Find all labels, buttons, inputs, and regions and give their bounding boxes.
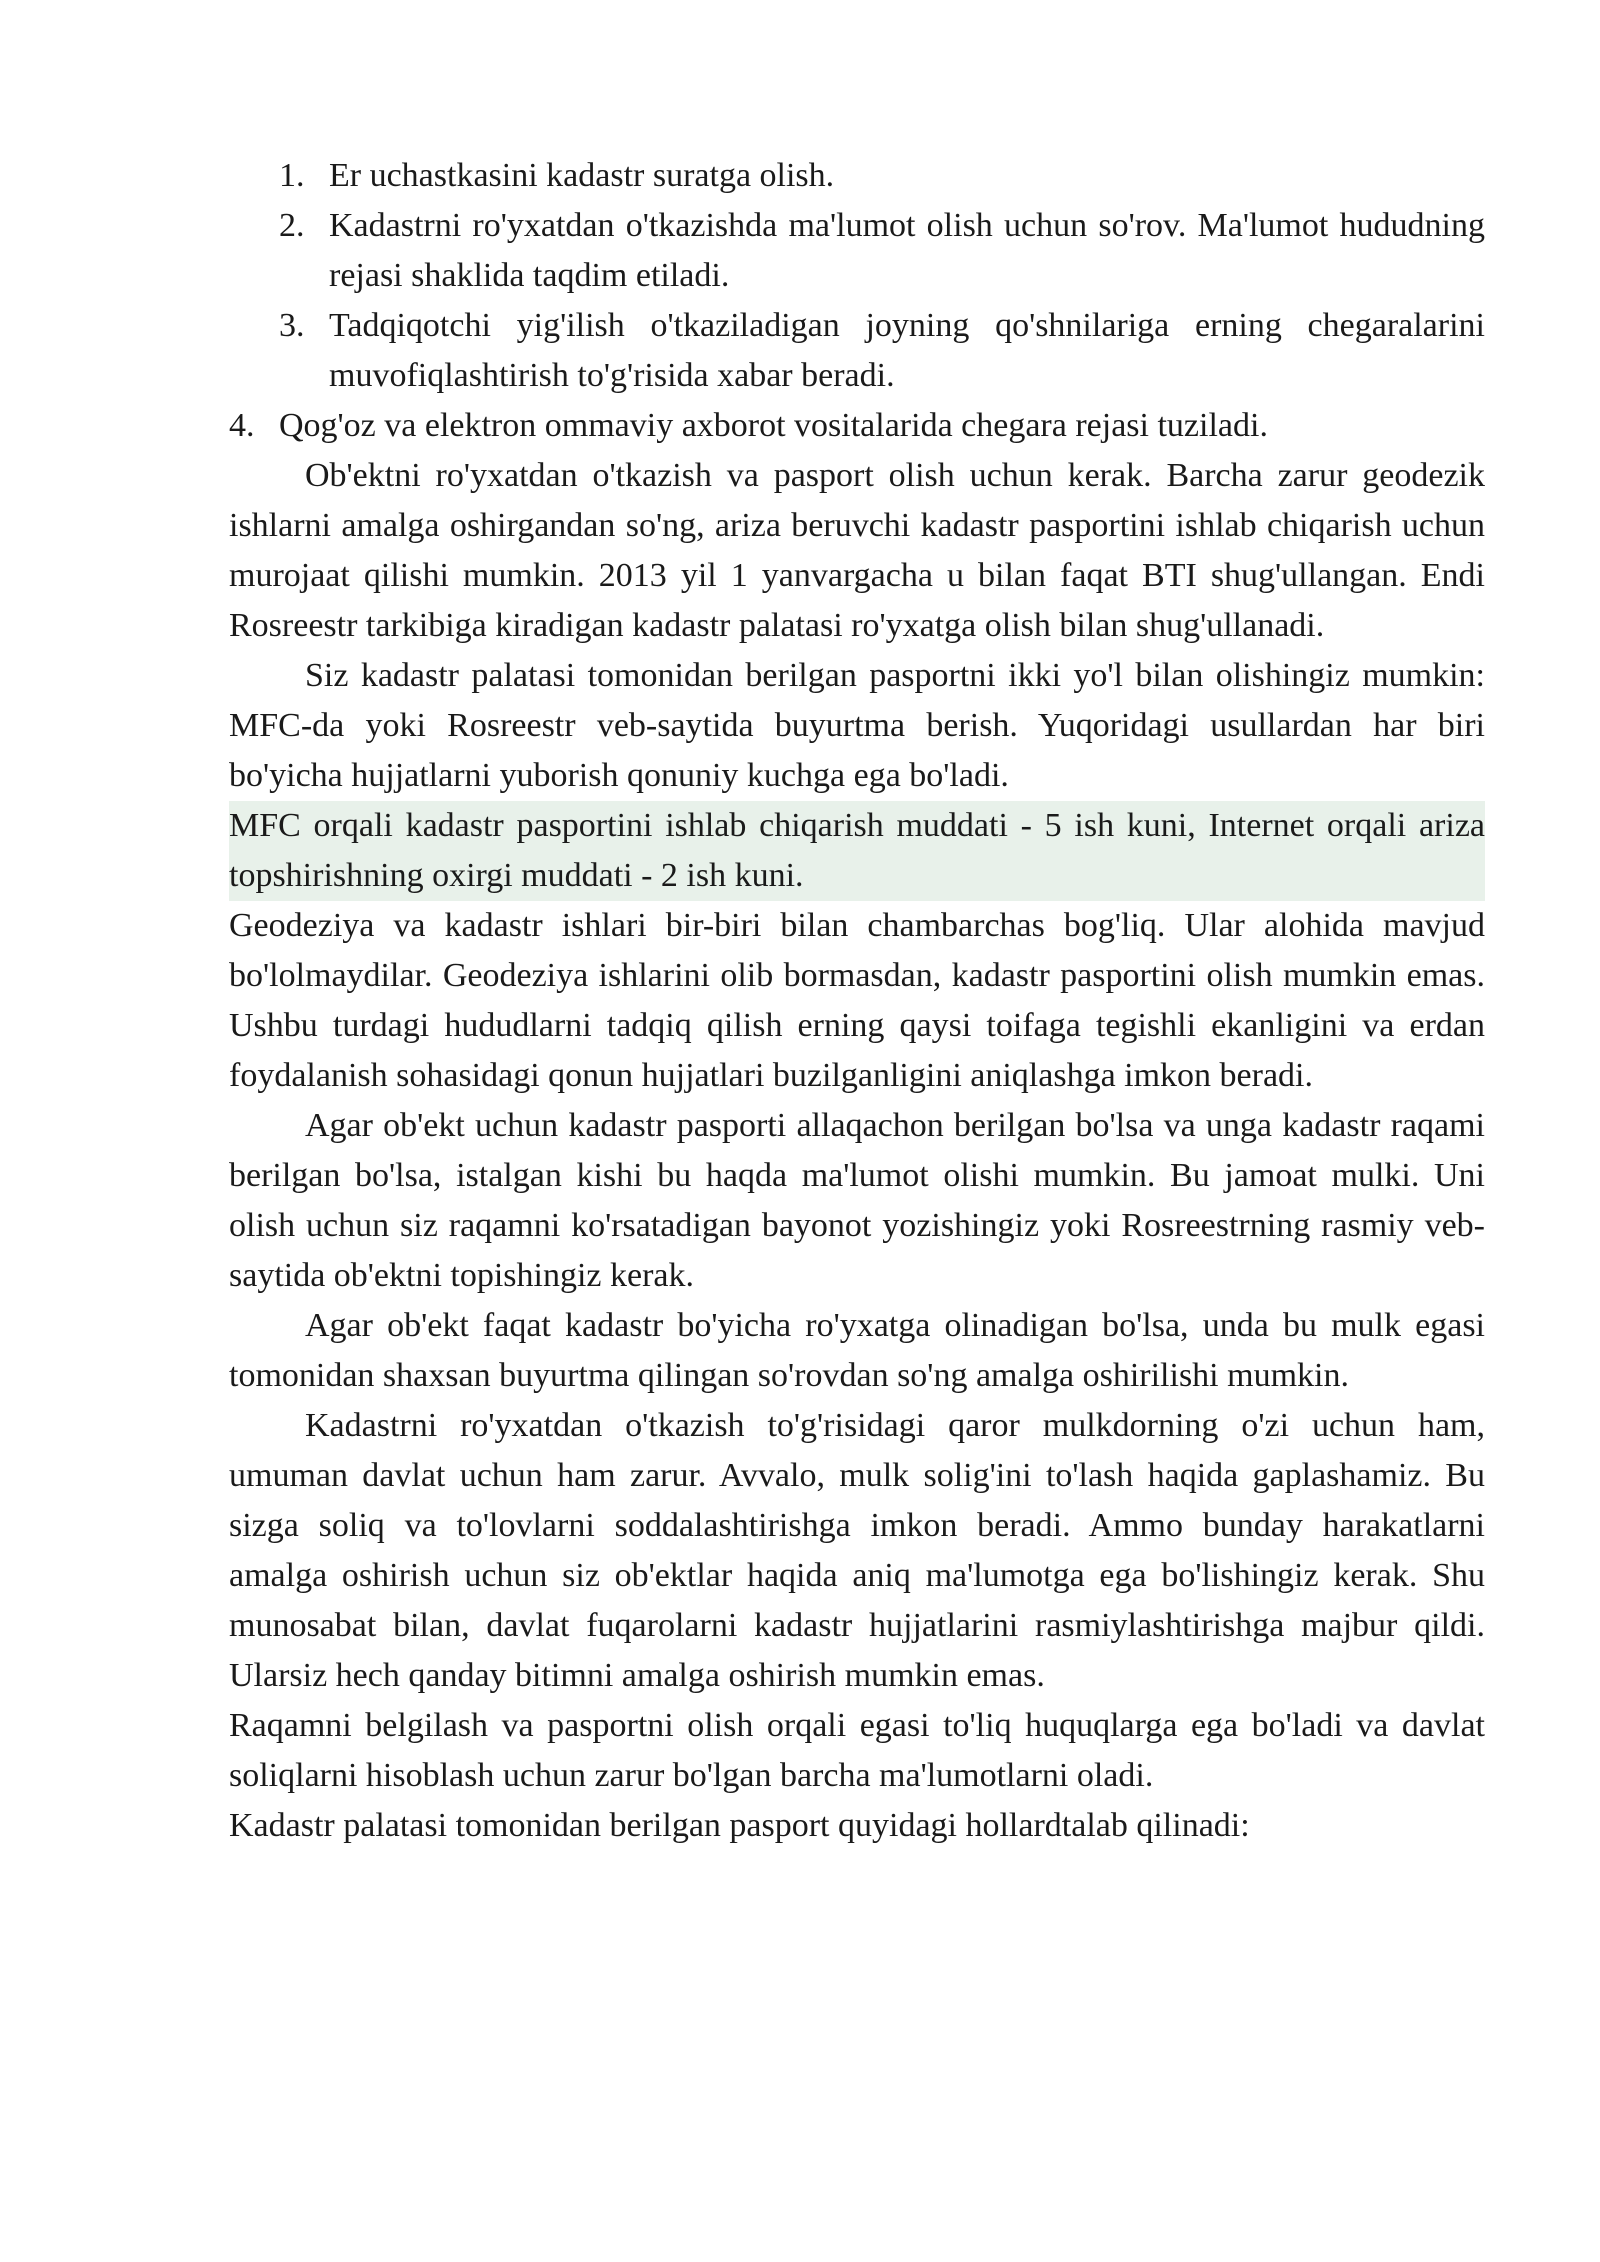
paragraph: Ob'ektni ro'yxatdan o'tkazish va pasport olish uchun kerak. Barcha zarur geodezik ishlarni amalga oshirgandan so'ng, ariza beruvchi kadastr pasportini ishlab chiqarish uchun murojaat qilishi mumkin. 2013 yil 1 yanvargacha u bilan faqat BTI shug'ullangan. Endi Rosreestr tarkibiga kiradigan kadastr palatasi ro'yxatga olish bilan shug'ullanadi. xyxy=(229,457,1485,644)
list-item-number: 3. xyxy=(279,307,305,344)
paragraph: Siz kadastr palatasi tomonidan berilgan pasportni ikki yo'l bilan olishingiz mumkin: MFC-da yoki Rosreestr veb-saytida buyurtma berish. Yuqoridagi usullardan har biri bo'yicha hujjatlarni yuborish qonuniy kuchga ega bo'ladi. xyxy=(229,657,1485,794)
list-item xyxy=(279,151,1485,201)
paragraph: Kadastr palatasi tomonidan berilgan pasport quyidagi hollardtalab qilinadi: xyxy=(229,1807,1250,1844)
list-item-number: 4. xyxy=(229,407,255,444)
list-item xyxy=(229,401,1485,451)
list-item-text: Tadqiqotchi yig'ilish o'tkaziladigan joyning qo'shnilariga erning chegaralarini muvofiqlashtirish to'g'risida xabar beradi. xyxy=(329,307,1485,394)
list-item xyxy=(279,301,1485,401)
paragraph: Agar ob'ekt uchun kadastr pasporti allaqachon berilgan bo'lsa va unga kadastr raqami berilgan bo'lsa, istalgan kishi bu haqda ma'lumot olishi mumkin. Bu jamoat mulki. Uni olish uchun siz raqamni ko'rsatadigan bayonot yozishingiz yoki Rosreestrning rasmiy veb-saytida ob'ektni topishingiz kerak. xyxy=(229,1107,1485,1294)
list-item-text: Kadastrni ro'yxatdan o'tkazishda ma'lumot olish uchun so'rov. Ma'lumot hududning rejasi shaklida taqdim etiladi. xyxy=(329,207,1485,294)
paragraph: Raqamni belgilash va pasportni olish orqali egasi to'liq huquqlarga ega bo'ladi va davlat soliqlarni hisoblash uchun zarur bo'lgan barcha ma'lumotlarni oladi. xyxy=(229,1707,1485,1794)
highlighted-paragraph: MFC orqali kadastr pasportini ishlab chiqarish muddati - 5 ish kuni, Internet orqali ariza topshirishning oxirgi muddati - 2 ish kuni. xyxy=(229,801,1485,901)
document-body xyxy=(229,151,1485,1851)
list-item-text: Er uchastkasini kadastr suratga olish. xyxy=(329,157,835,194)
list-item-text: Qog'oz va elektron ommaviy axborot vositalarida chegara rejasi tuziladi. xyxy=(279,407,1268,444)
list-item-number: 1. xyxy=(279,157,305,194)
list-item-number: 2. xyxy=(279,207,305,244)
list-item xyxy=(279,201,1485,301)
paragraph: Geodeziya va kadastr ishlari bir-biri bilan chambarchas bog'liq. Ular alohida mavjud bo'lolmaydilar. Geodeziya ishlarini olib bormasdan, kadastr pasportini olish mumkin emas. Ushbu turdagi hududlarni tadqiq qilish erning qaysi toifaga tegishli ekanligini va erdan foydalanish sohasidagi qonun hujjatlari buzilganligini aniqlashga imkon beradi. xyxy=(229,907,1485,1094)
paragraph: Kadastrni ro'yxatdan o'tkazish to'g'risidagi qaror mulkdorning o'zi uchun ham, umuman davlat uchun ham zarur. Avvalo, mulk solig'ini to'lash haqida gaplashamiz. Bu sizga soliq va to'lovlarni soddalashtirishga imkon beradi. Ammo bunday harakatlarni amalga oshirish uchun siz ob'ektlar haqida aniq ma'lumotga ega bo'lishingiz kerak. Shu munosabat bilan, davlat fuqarolarni kadastr hujjatlarini rasmiylashtirishga majbur qildi. Ularsiz hech qanday bitimni amalga oshirish mumkin emas. xyxy=(229,1407,1485,1694)
paragraph: Agar ob'ekt faqat kadastr bo'yicha ro'yxatga olinadigan bo'lsa, unda bu mulk egasi tomonidan shaxsan buyurtma qilingan so'rovdan so'ng amalga oshirilishi mumkin. xyxy=(229,1307,1485,1394)
numbered-sub-list xyxy=(229,151,1485,401)
